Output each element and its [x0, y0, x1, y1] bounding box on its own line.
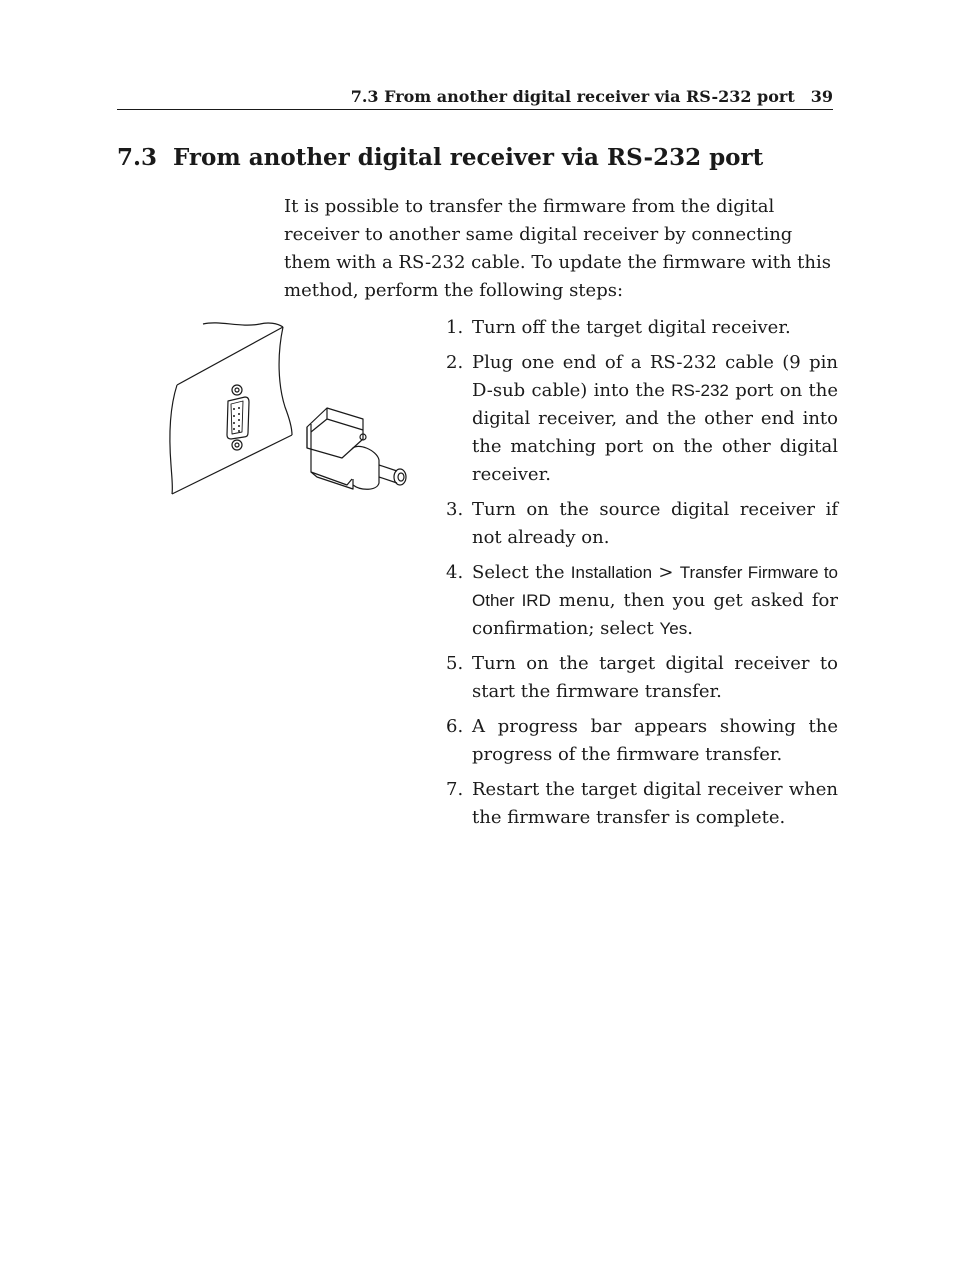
step-text: . [687, 618, 693, 639]
list-item [446, 650, 838, 706]
step-text: Restart the target digital receiver when the firmware transfer is complete. [472, 779, 838, 828]
step-text: menu, then you get asked for confirmation; select [472, 590, 838, 639]
list-item [446, 349, 838, 489]
section-title: From another digital receiver via RS-232 port [173, 144, 764, 171]
list-item [446, 496, 838, 552]
step-text: port on the digital receiver, and the other end into the matching port on the other digital receiver. [472, 380, 838, 485]
step-number: 4. [446, 562, 464, 583]
section-number: 7.3 [117, 144, 158, 171]
step-number: 2. [446, 352, 464, 373]
step-text: Plug one end of a RS-232 cable (9 pin D-sub cable) into the [472, 352, 838, 401]
step-text: A progress bar appears showing the progress of the firmware transfer. [472, 716, 838, 765]
rs232-connection-illustration [165, 315, 435, 510]
running-title: 7.3 From another digital receiver via RS-232 port [350, 87, 795, 106]
step-text: Turn on the target digital receiver to start the firmware transfer. [472, 653, 838, 702]
list-item [446, 559, 838, 643]
step-number: 3. [446, 499, 464, 520]
step-text: Turn off the target digital receiver. [472, 317, 791, 338]
header-rule [117, 109, 833, 110]
step-number: 6. [446, 716, 464, 737]
step-text: > [652, 562, 680, 583]
step-number: 1. [446, 317, 464, 338]
step-number: 7. [446, 779, 464, 800]
steps-list [446, 314, 838, 839]
list-item [446, 314, 838, 342]
step-number: 5. [446, 653, 464, 674]
list-item [446, 713, 838, 769]
ui-label: Installation [570, 563, 653, 582]
list-item [446, 776, 838, 832]
running-header [117, 86, 833, 108]
step-text: Turn on the source digital receiver if not already on. [472, 499, 838, 548]
page-number: 39 [810, 87, 833, 106]
section-heading [117, 142, 763, 174]
ui-label: RS-232 [671, 381, 729, 400]
step-text: Select the [472, 562, 571, 583]
intro-paragraph: It is possible to transfer the firmware from the digital receiver to another same digital receiver by connecting them with a RS-232 cable. To update the firmware with this method, perform the following steps: [284, 196, 831, 301]
ui-label: Yes [659, 619, 688, 638]
ui-label: Transfer Firmware to Other IRD [472, 563, 838, 610]
